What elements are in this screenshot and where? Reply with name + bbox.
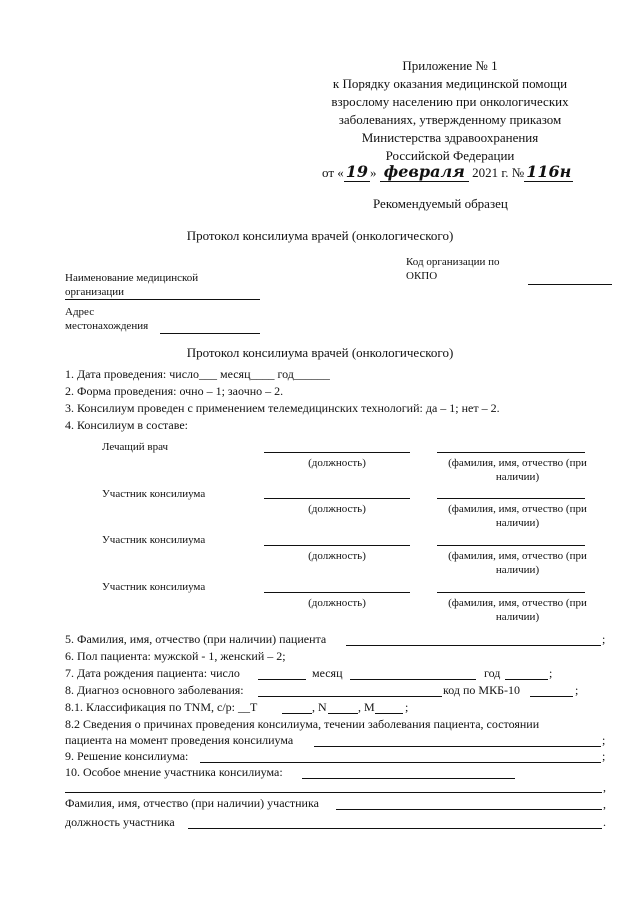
date-mid: » — [370, 165, 380, 180]
date-prefix: от « — [322, 165, 344, 180]
address-label-2: местонахождения — [65, 320, 149, 332]
position-caption: (должность) — [308, 597, 366, 609]
member-name-line[interactable] — [437, 452, 585, 453]
patient-name-line[interactable] — [346, 645, 601, 646]
field-7-month-label: месяц — [312, 666, 343, 680]
recommended-label: Рекомендуемый образец — [373, 196, 508, 211]
member-position-line[interactable] — [264, 498, 410, 499]
field-8-1-semicolon: ; — [405, 700, 409, 714]
okpo-line[interactable] — [528, 284, 612, 285]
member-position-line[interactable] — [264, 545, 410, 546]
field-8-1-label: 8.1. Классификация по TNM, с/р: __T — [65, 700, 258, 714]
field-10-comma: , — [603, 780, 606, 794]
member-role: Участник консилиума — [102, 488, 206, 500]
member-position-line[interactable] — [264, 452, 410, 453]
opinion-line[interactable] — [302, 778, 515, 779]
org-name-label-1: Наименование медицинской — [65, 272, 199, 284]
date-year: 2021 г. № — [468, 165, 525, 180]
name-caption-1: (фамилия, имя, отчество (при — [448, 597, 587, 609]
birth-year-line[interactable] — [505, 679, 548, 680]
header-line-3: заболеваниях, утвержденному приказом — [338, 112, 562, 127]
date-day: 19 — [345, 162, 369, 181]
name-caption-2: наличии) — [495, 471, 540, 483]
field-8-2-semicolon: ; — [602, 733, 606, 747]
name-caption-1: (фамилия, имя, отчество (при — [448, 503, 587, 515]
reasons-line[interactable] — [314, 746, 601, 747]
field-7-semicolon: ; — [549, 666, 553, 680]
member-name-line[interactable] — [437, 498, 585, 499]
field-9-semicolon: ; — [602, 749, 606, 763]
item-1: 1. Дата проведения: число___ месяц____ год______ — [65, 367, 330, 381]
position-period: . — [603, 815, 606, 829]
field-10-label: 10. Особое мнение участника консилиума: — [65, 765, 283, 779]
okpo-label-1: Код организации по — [406, 256, 500, 268]
participant-label: Фамилия, имя, отчество (при наличии) участника — [65, 796, 319, 810]
okpo-label-2: ОКПО — [406, 270, 438, 282]
org-name-line[interactable] — [65, 299, 260, 300]
header-line-2: взрослому населению при онкологических — [331, 94, 569, 109]
tnm-n-line[interactable] — [328, 713, 358, 714]
opinion-line-2[interactable] — [65, 792, 602, 793]
header-line-1: к Порядку оказания медицинской помощи — [332, 76, 568, 91]
participant-name-line[interactable] — [336, 809, 602, 810]
member-role: Участник консилиума — [102, 581, 206, 593]
field-7-label: 7. Дата рождения пациента: число — [65, 666, 240, 680]
field-8-code-label: код по МКБ-10 — [443, 683, 520, 697]
field-8-semicolon: ; — [575, 683, 579, 697]
position-caption: (должность) — [308, 550, 366, 562]
protocol-subtitle: Протокол консилиума врачей (онкологического) — [186, 345, 454, 360]
item-4: 4. Консилиум в составе: — [65, 418, 189, 432]
decision-line[interactable] — [200, 762, 601, 763]
tnm-m-line[interactable] — [375, 713, 403, 714]
member-role: Участник консилиума — [102, 534, 206, 546]
member-name-line[interactable] — [437, 545, 585, 546]
header-line-4: Министерства здравоохранения — [361, 130, 539, 145]
name-caption-2: наличии) — [495, 611, 540, 623]
name-caption-2: наличии) — [495, 564, 540, 576]
participant-comma: , — [603, 797, 606, 811]
birth-month-line[interactable] — [350, 679, 476, 680]
tnm-m-label: , M — [358, 700, 375, 714]
order-date-line — [322, 162, 573, 181]
position-caption: (должность) — [308, 503, 366, 515]
member-position-line[interactable] — [264, 592, 410, 593]
member-name-line[interactable] — [437, 592, 585, 593]
field-6-label: 6. Пол пациента: мужской - 1, женский – 2; — [65, 649, 286, 663]
tnm-t-line[interactable] — [282, 713, 312, 714]
participant-position-line[interactable] — [188, 828, 602, 829]
field-8-2-label: 8.2 Сведения о причинах проведения консилиума, течении заболевания пациента, состоянии — [65, 717, 540, 731]
date-month: февраля — [380, 162, 469, 182]
tnm-n-label: , N — [312, 700, 327, 714]
name-caption-1: (фамилия, имя, отчество (при — [448, 457, 587, 469]
document-title: Протокол консилиума врачей (онкологического) — [186, 228, 454, 243]
order-number: 116н — [526, 162, 572, 181]
appendix-label: Приложение № 1 — [402, 58, 498, 73]
address-label-1: Адрес — [65, 306, 95, 318]
member-role: Лечащий врач — [102, 441, 169, 453]
field-8-label: 8. Диагноз основного заболевания: — [65, 683, 244, 697]
item-2: 2. Форма проведения: очно – 1; заочно – 2. — [65, 384, 284, 398]
name-caption-2: наличии) — [495, 517, 540, 529]
name-caption-1: (фамилия, имя, отчество (при — [448, 550, 587, 562]
field-9-label: 9. Решение консилиума: — [65, 749, 189, 763]
header-line-5: Российской Федерации — [385, 148, 515, 163]
field-7-year-label: год — [484, 666, 501, 680]
position-label: должность участника — [65, 815, 175, 829]
address-line[interactable] — [160, 333, 260, 334]
org-name-label-2: организации — [65, 286, 125, 298]
icd-code-line[interactable] — [530, 696, 573, 697]
field-5-label: 5. Фамилия, имя, отчество (при наличии) пациента — [65, 632, 327, 646]
birth-day-line[interactable] — [258, 679, 306, 680]
field-8-2-label-2: пациента на момент проведения консилиума — [65, 733, 294, 747]
field-5-semicolon: ; — [602, 632, 606, 646]
item-3: 3. Консилиум проведен с применением телемедицинских технологий: да – 1; нет – 2. — [65, 401, 500, 415]
diagnosis-line[interactable] — [258, 696, 442, 697]
position-caption: (должность) — [308, 457, 366, 469]
